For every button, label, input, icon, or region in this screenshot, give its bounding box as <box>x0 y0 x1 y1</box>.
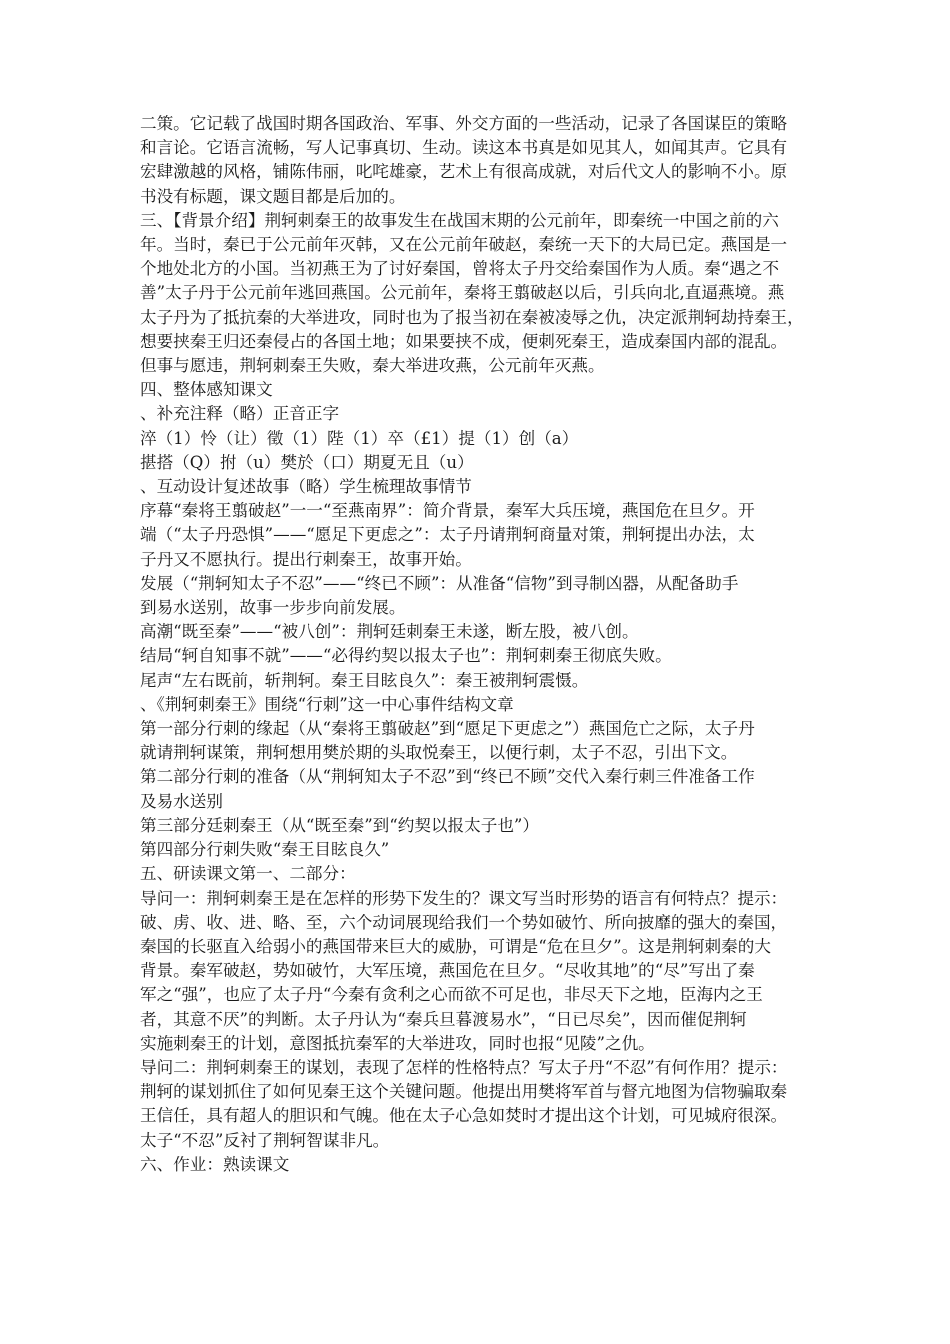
text-line: 军之“强”，也应了太子丹“今秦有贪利之心而欲不可足也，非尽天下之地，臣海内之王 <box>140 985 763 1005</box>
text-line: 揕搭（Q）拊（u）樊於（口）期夏无且（u） <box>140 452 474 472</box>
text-line: 想要挟秦王归还秦侵占的各国土地；如果要挟不成，便刺死秦王，造成秦国内部的混乱。 <box>140 331 788 351</box>
text-line: 第一部分行刺的缘起（从“秦将王翦破赵”到“愿足下更虑之”）燕国危亡之际，太子丹 <box>140 719 755 739</box>
section-heading-overview: 四、整体感知课文 <box>140 380 273 400</box>
text-line: 、《荆轲刺秦王》围绕“行刺”这一中心事件结构文章 <box>140 694 514 714</box>
text-line: 高潮“既至秦”——“被八创”：荆轲廷刺秦王未遂，断左股，被八创。 <box>140 622 639 642</box>
text-line: 端（“太子丹恐惧”——“愿足下更虑之”：太子丹请荆轲商量对策，荆轲提出办法，太 <box>140 525 755 545</box>
text-line: 秦国的长驱直入给弱小的燕国带来巨大的威胁，可谓是“危在旦夕”。这是荆轲刺秦的大 <box>140 936 771 956</box>
text-line: 实施刺秦王的计划，意图抵抗秦军的大举进攻，同时也报“见陵”之仇。 <box>140 1033 655 1053</box>
text-line: 第四部分行刺失败“秦王目眩良久” <box>140 840 390 860</box>
text-line: 背景。秦军破赵，势如破竹，大军压境，燕国危在旦夕。“尽收其地”的“尽”写出了秦 <box>140 961 755 981</box>
text-line: 宏肆激越的风格，铺陈伟丽，叱咤雄豪，艺术上有很高成就，对后代文人的影响不小。原 <box>140 162 788 182</box>
text-line: 善”太子丹于公元前年逃回燕国。公元前年，秦将王翦破赵以后，引兵向北,直逼燕境。燕 <box>140 283 785 303</box>
text-line: 和言论。它语言流畅，写人记事真切、生动。读这本书真是如见其人，如闻其声。它具有 <box>140 138 788 158</box>
section-heading-homework: 六、作业：熟读课文 <box>140 1154 290 1174</box>
text-line: 、补充注释（略）正音正字 <box>140 404 340 424</box>
text-line: 淬（1）怜（让）徵（1）陛（1）卒（£1）提（1）创（a） <box>140 428 579 448</box>
text-line: 结局“轲自知事不就”——“必得约契以报太子也”：荆轲刺秦王彻底失败。 <box>140 646 672 666</box>
text-line: 破、虏、收、进、略、至，六个动词展现给我们一个势如破竹、所向披靡的强大的秦国， <box>140 912 788 932</box>
text-line: 王信任，具有超人的胆识和气魄。他在太子心急如焚时才提出这个计划，可见城府很深。 <box>140 1106 788 1126</box>
text-line: 二策。它记载了战国时期各国政治、军事、外交方面的一些活动，记录了各国谋臣的策略 <box>140 114 788 133</box>
text-line: 导问一：荆轲刺秦王是在怎样的形势下发生的？课文写当时形势的语言有何特点？提示： <box>140 888 788 908</box>
section-heading-study: 五、研读课文第一、二部分： <box>140 864 356 884</box>
text-line: 、互动设计复述故事（略）学生梳理故事情节 <box>140 477 472 497</box>
section-heading-background: 三、【背景介绍】荆轲刺秦王的故事发生在战国末期的公元前年，即秦统一中国之前的六 <box>140 210 779 230</box>
document-body <box>140 112 830 1177</box>
text-line: 尾声“左右既前，斩荆轲。秦王目眩良久”：秦王被荆轲震慑。 <box>140 670 589 690</box>
text-line: 导问二：荆轲刺秦王的谋划，表现了怎样的性格特点？写太子丹“不忍”有何作用？提示： <box>140 1057 788 1077</box>
text-line: 年。当时，秦已于公元前年灭韩，又在公元前年破赵，秦统一天下的大局已定。燕国是一 <box>140 235 788 255</box>
text-line: 第二部分行刺的准备（从“荆轲知太子不忍”到“终已不顾”交代入秦行刺三件准备工作 <box>140 767 755 787</box>
text-line: 但事与愿违，荆轲刺秦王失败，秦大举进攻燕，公元前年灭燕。 <box>140 356 605 376</box>
text-line: 到易水送别，故事一步步向前发展。 <box>140 598 406 618</box>
text-line: 太子“不忍”反衬了荆轲智谋非凡。 <box>140 1130 390 1150</box>
text-line: 第三部分廷刺秦王（从“既至秦”到“约契以报太子也”） <box>140 815 539 835</box>
text-line: 书没有标题，课文题目都是后加的。 <box>140 186 406 206</box>
text-line: 就请荆轲谋策，荆轲想用樊於期的头取悦秦王，以便行刺，太子不忍，引出下文。 <box>140 743 738 763</box>
text-line: 者，其意不厌”的判断。太子丹认为“秦兵旦暮渡易水”，“日已尽矣”，因而催促荆轲 <box>140 1009 747 1029</box>
text-line: 荆轲的谋划抓住了如何见秦王这个关键问题。他提出用樊将军首与督亢地图为信物骗取秦 <box>140 1082 788 1102</box>
text-line: 发展（“荆轲知太子不忍”——“终已不顾”：从准备“信物”到寻制凶器，从配备助手 <box>140 573 739 593</box>
text-line: 个地处北方的小国。当初燕王为了讨好秦国，曾将太子丹交给秦国作为人质。秦“遇之不 <box>140 259 780 279</box>
text-line: 序幕“秦将王翦破赵”一一“至燕南界”：简介背景，秦军大兵压境，燕国危在旦夕。开 <box>140 501 755 521</box>
text-line: 子丹又不愿执行。提出行刺秦王，故事开始。 <box>140 549 472 569</box>
text-line: 及易水送别 <box>140 791 223 811</box>
text-line: 太子丹为了抵抗秦的大举进攻，同时也为了报当初在秦被凌辱之仇，决定派荆轲劫持秦王， <box>140 307 804 327</box>
